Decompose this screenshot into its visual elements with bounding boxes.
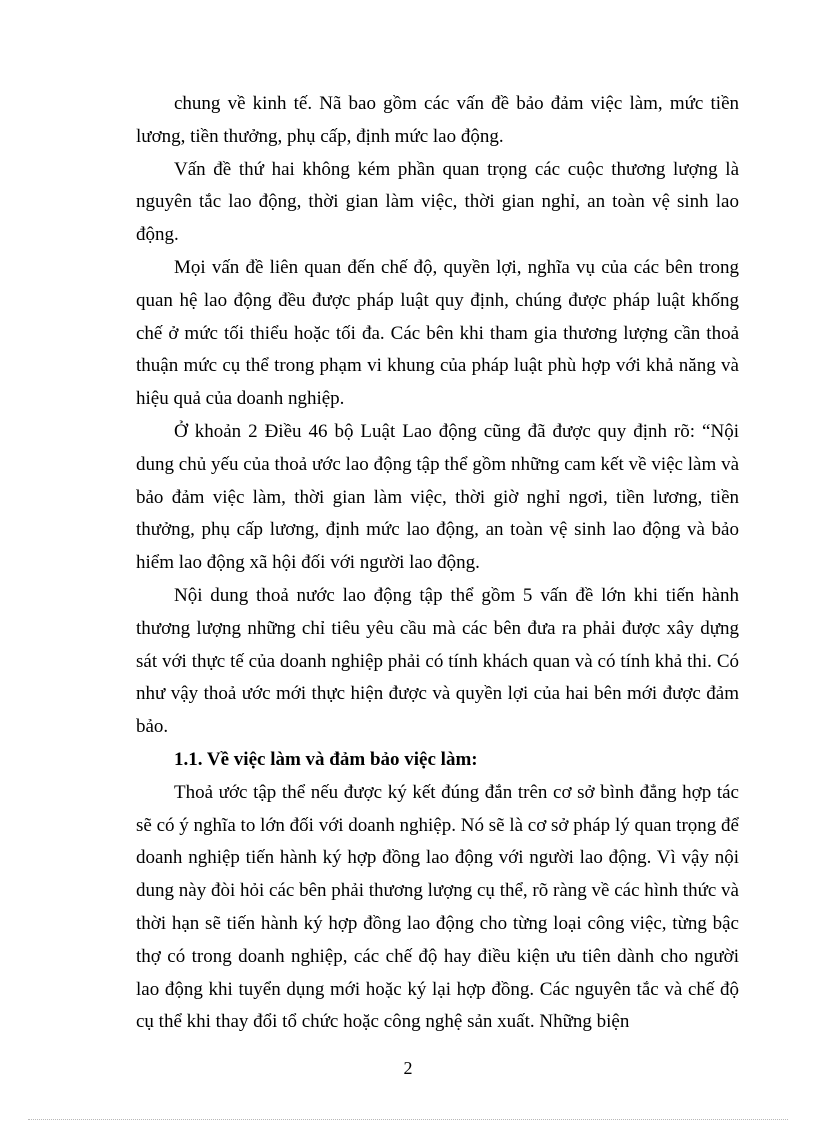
page-bottom-divider xyxy=(28,1119,788,1120)
paragraph-2: Vấn đề thứ hai không kém phần quan trọng các cuộc thương lượng là nguyên tắc lao động, thời gian làm việc, thời gian nghỉ, an toàn vệ sinh lao động. xyxy=(136,158,739,246)
paragraph-1: chung về kinh tế. Nã bao gồm các vấn đề bảo đảm việc làm, mức tiền lương, tiền thưởng, phụ cấp, định mức lao động. xyxy=(136,93,739,147)
paragraph-5: Nội dung thoả nước lao động tập thể gồm 5 vấn đề lớn khi tiến hành thương lượng những chỉ tiêu yêu cầu mà các bên đưa ra phải được xây dựng sát với thực tế của doanh nghiệp phải có tính khách quan và có tính khả thi. Có như vậy thoả ước mới thực hiện được và quyền lợi của hai bên mới được đảm bảo. xyxy=(136,584,739,738)
paragraph-3: Mọi vấn đề liên quan đến chế độ, quyền lợi, nghĩa vụ của các bên trong quan hệ lao động đều được pháp luật quy định, chúng được pháp luật khống chế ở mức tối thiểu hoặc tối đa. Các bên khi tham gia thương lượng cần thoả thuận mức cụ thể trong phạm vi khung của pháp luật phù hợp với khả năng và hiệu quả của doanh nghiệp. xyxy=(136,256,739,410)
paragraph-6: Thoả ước tập thể nếu được ký kết đúng đắn trên cơ sở bình đẳng hợp tác sẽ có ý nghĩa to lớn đối với doanh nghiệp. Nó sẽ là cơ sở pháp lý quan trọng để doanh nghiệp tiến hành ký hợp đồng lao động với người lao động. Vì vậy nội dung này đòi hỏi các bên phải thương lượng cụ thể, rõ ràng về các hình thức và thời hạn sẽ tiến hành ký hợp đồng lao động cho từng loại công việc, từng bậc thợ có trong doanh nghiệp, các chế độ hay điều kiện ưu tiên dành cho người lao động khi tuyển dụng mới hoặc ký lại hợp đồng. Các nguyên tắc và chế độ cụ thể khi thay đổi tổ chức hoặc công nghệ sản xuất. Những biện xyxy=(136,781,739,1033)
page-body xyxy=(136,88,739,1039)
page-number: 2 xyxy=(403,1058,413,1078)
section-heading: 1.1. Về việc làm và đảm bảo việc làm: xyxy=(174,748,478,770)
paragraph-4: Ở khoản 2 Điều 46 bộ Luật Lao động cũng đã được quy định rõ: “Nội dung chủ yếu của thoả ước lao động tập thể gồm những cam kết về việc làm và bảo đảm việc làm, thời gian làm việc, thời giờ nghỉ ngơi, tiền lương, tiền thưởng, phụ cấp lương, định mức lao động, an toàn vệ sinh lao động và bảo hiểm lao động xã hội đối với người lao động. xyxy=(136,420,739,574)
